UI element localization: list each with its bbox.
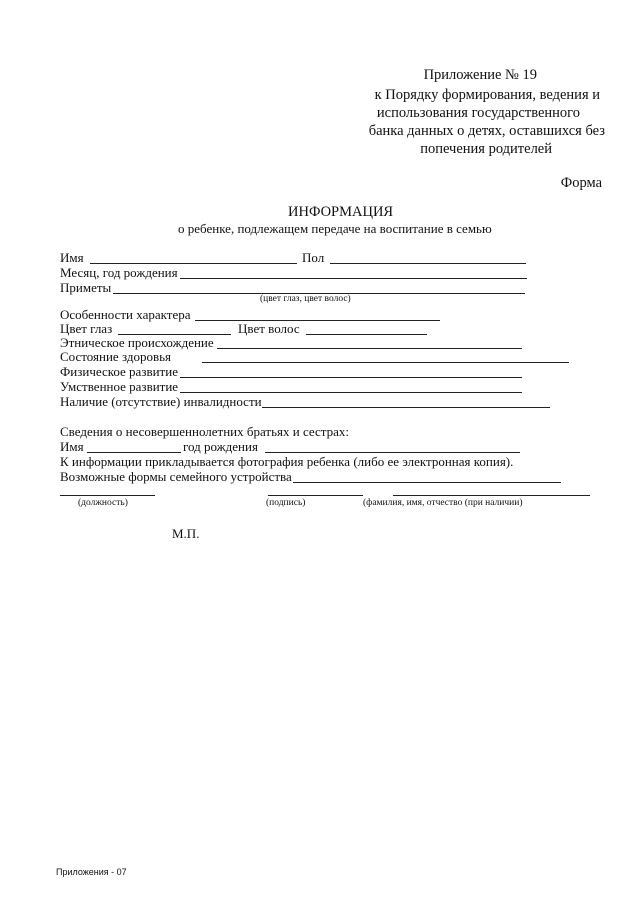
physical-label: Физическое развитие	[60, 364, 178, 379]
form-label: Форма	[560, 175, 602, 191]
document-title: ИНФОРМАЦИЯ	[288, 204, 394, 220]
sex-field[interactable]	[330, 263, 526, 264]
features-hint: (цвет глаз, цвет волос)	[260, 294, 351, 304]
disability-label: Наличие (отсутствие) инвалидности	[60, 394, 262, 409]
page-footer: Приложения - 07	[56, 867, 127, 877]
position-hint: (должность)	[78, 498, 128, 508]
fio-field[interactable]	[393, 495, 590, 496]
signature-field[interactable]	[268, 495, 363, 496]
birth-label: Месяц, год рождения	[60, 265, 178, 280]
hair-color-label: Цвет волос	[238, 321, 300, 336]
stamp-mark: М.П.	[172, 526, 200, 541]
appendix-number: Приложение № 19	[423, 67, 537, 83]
disability-field[interactable]	[262, 407, 550, 408]
eye-color-label: Цвет глаз	[60, 321, 113, 336]
sex-label: Пол	[302, 250, 325, 265]
birth-field[interactable]	[180, 278, 527, 279]
signature-hint: (подпись)	[266, 498, 306, 508]
sibling-name-field[interactable]	[87, 452, 181, 453]
photo-note: К информации прикладывается фотография ребенка (либо ее электронная копия).	[60, 454, 514, 469]
character-label: Особенности характера	[60, 307, 191, 322]
appendix-line-3: использования государственного	[376, 105, 580, 121]
character-field[interactable]	[195, 320, 440, 321]
ethnic-label: Этническое происхождение	[60, 335, 214, 350]
appendix-line-2: к Порядку формирования, ведения и	[374, 87, 600, 103]
health-field[interactable]	[202, 362, 569, 363]
sibling-birth-label: год рождения	[183, 439, 258, 454]
sibling-name-label: Имя	[60, 439, 84, 454]
physical-field[interactable]	[180, 377, 522, 378]
features-label: Приметы	[60, 280, 112, 295]
family-forms-field[interactable]	[293, 482, 561, 483]
siblings-heading: Сведения о несовершеннолетних братьях и сестрах:	[60, 424, 349, 439]
appendix-line-4: банка данных о детях, оставшихся без	[368, 123, 605, 139]
family-forms-label: Возможные формы семейного устройства	[60, 469, 292, 484]
document-subtitle: о ребенке, подлежащем передаче на воспитание в семью	[178, 221, 492, 236]
name-label: Имя	[60, 250, 84, 265]
name-field[interactable]	[90, 263, 297, 264]
mental-field[interactable]	[180, 392, 522, 393]
mental-label: Умственное развитие	[60, 379, 179, 394]
sibling-birth-field[interactable]	[265, 452, 520, 453]
ethnic-field[interactable]	[217, 348, 522, 349]
appendix-line-5: попечения родителей	[420, 141, 552, 157]
health-label: Состояние здоровья	[60, 349, 172, 364]
fio-hint: (фамилия, имя, отчество (при наличии)	[363, 498, 523, 508]
position-field[interactable]	[60, 495, 155, 496]
hair-color-field[interactable]	[306, 334, 427, 335]
